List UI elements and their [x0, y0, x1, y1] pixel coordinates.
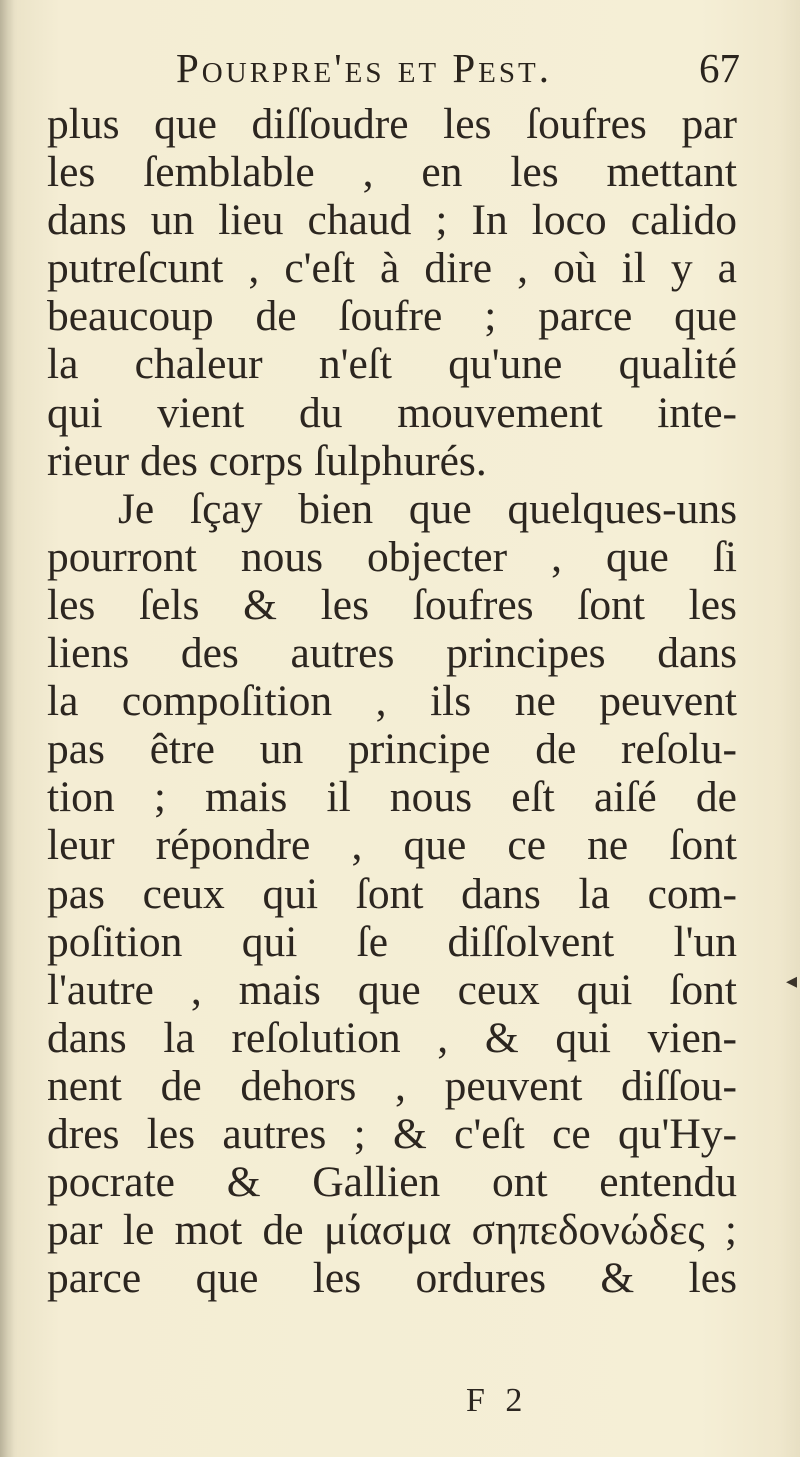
- text-line: putreſcunt , c'eſt à dire , où il y a: [47, 244, 737, 293]
- text-line: beaucoup de ſoufre ; parce que: [47, 292, 737, 341]
- text-line: leur répondre , que ce ne ſont: [47, 821, 737, 870]
- paragraph-start-line: Je ſçay bien que quelques-uns: [118, 484, 737, 533]
- text-line: par le mot de μίασμα σηπεδονώδες ;: [47, 1206, 737, 1255]
- text-line: liens des autres principes dans: [47, 629, 737, 678]
- running-title: Pourpre'es et Pest.: [176, 45, 552, 91]
- text-line: dans un lieu chaud ; In loco calido: [47, 196, 737, 245]
- text-line: les ſemblable , en les mettant: [47, 148, 737, 197]
- text-line: pas ceux qui ſont dans la com-: [47, 869, 737, 918]
- text-line: qui vient du mouvement inte-: [47, 388, 737, 437]
- text-line: la compoſition , ils ne peuvent: [47, 677, 737, 726]
- page-gutter-shadow: [0, 0, 14, 1457]
- page-number: 67: [699, 45, 740, 91]
- text-line: pourront nous objecter , que ſi: [47, 532, 737, 581]
- text-line: dres les autres ; & c'eſt ce qu'Hy-: [47, 1109, 737, 1158]
- text-line: dans la reſolution , & qui vien-: [47, 1013, 737, 1062]
- text-line: nent de dehors , peuvent diſſou-: [47, 1061, 737, 1110]
- margin-mark: ◂: [786, 968, 798, 993]
- text-line: les ſels & les ſoufres ſont les: [47, 580, 737, 629]
- text-line: la chaleur n'eſt qu'une qualité: [47, 340, 737, 389]
- text-line: l'autre , mais que ceux qui ſont: [47, 965, 737, 1014]
- text-line: pas être un principe de reſolu-: [47, 725, 737, 774]
- text-line: tion ; mais il nous eſt aiſé de: [47, 773, 737, 822]
- text-line: rieur des corps ſulphurés.: [47, 436, 487, 485]
- body-text: [47, 100, 737, 1302]
- text-line: poſition qui ſe diſſolvent l'un: [47, 917, 737, 966]
- text-line: pocrate & Gallien ont entendu: [47, 1158, 737, 1207]
- signature-mark: F 2: [466, 1382, 529, 1419]
- text-line: plus que diſſoudre les ſoufres par: [47, 100, 737, 148]
- text-line: parce que les ordures & les: [47, 1254, 737, 1303]
- running-head: [40, 44, 740, 104]
